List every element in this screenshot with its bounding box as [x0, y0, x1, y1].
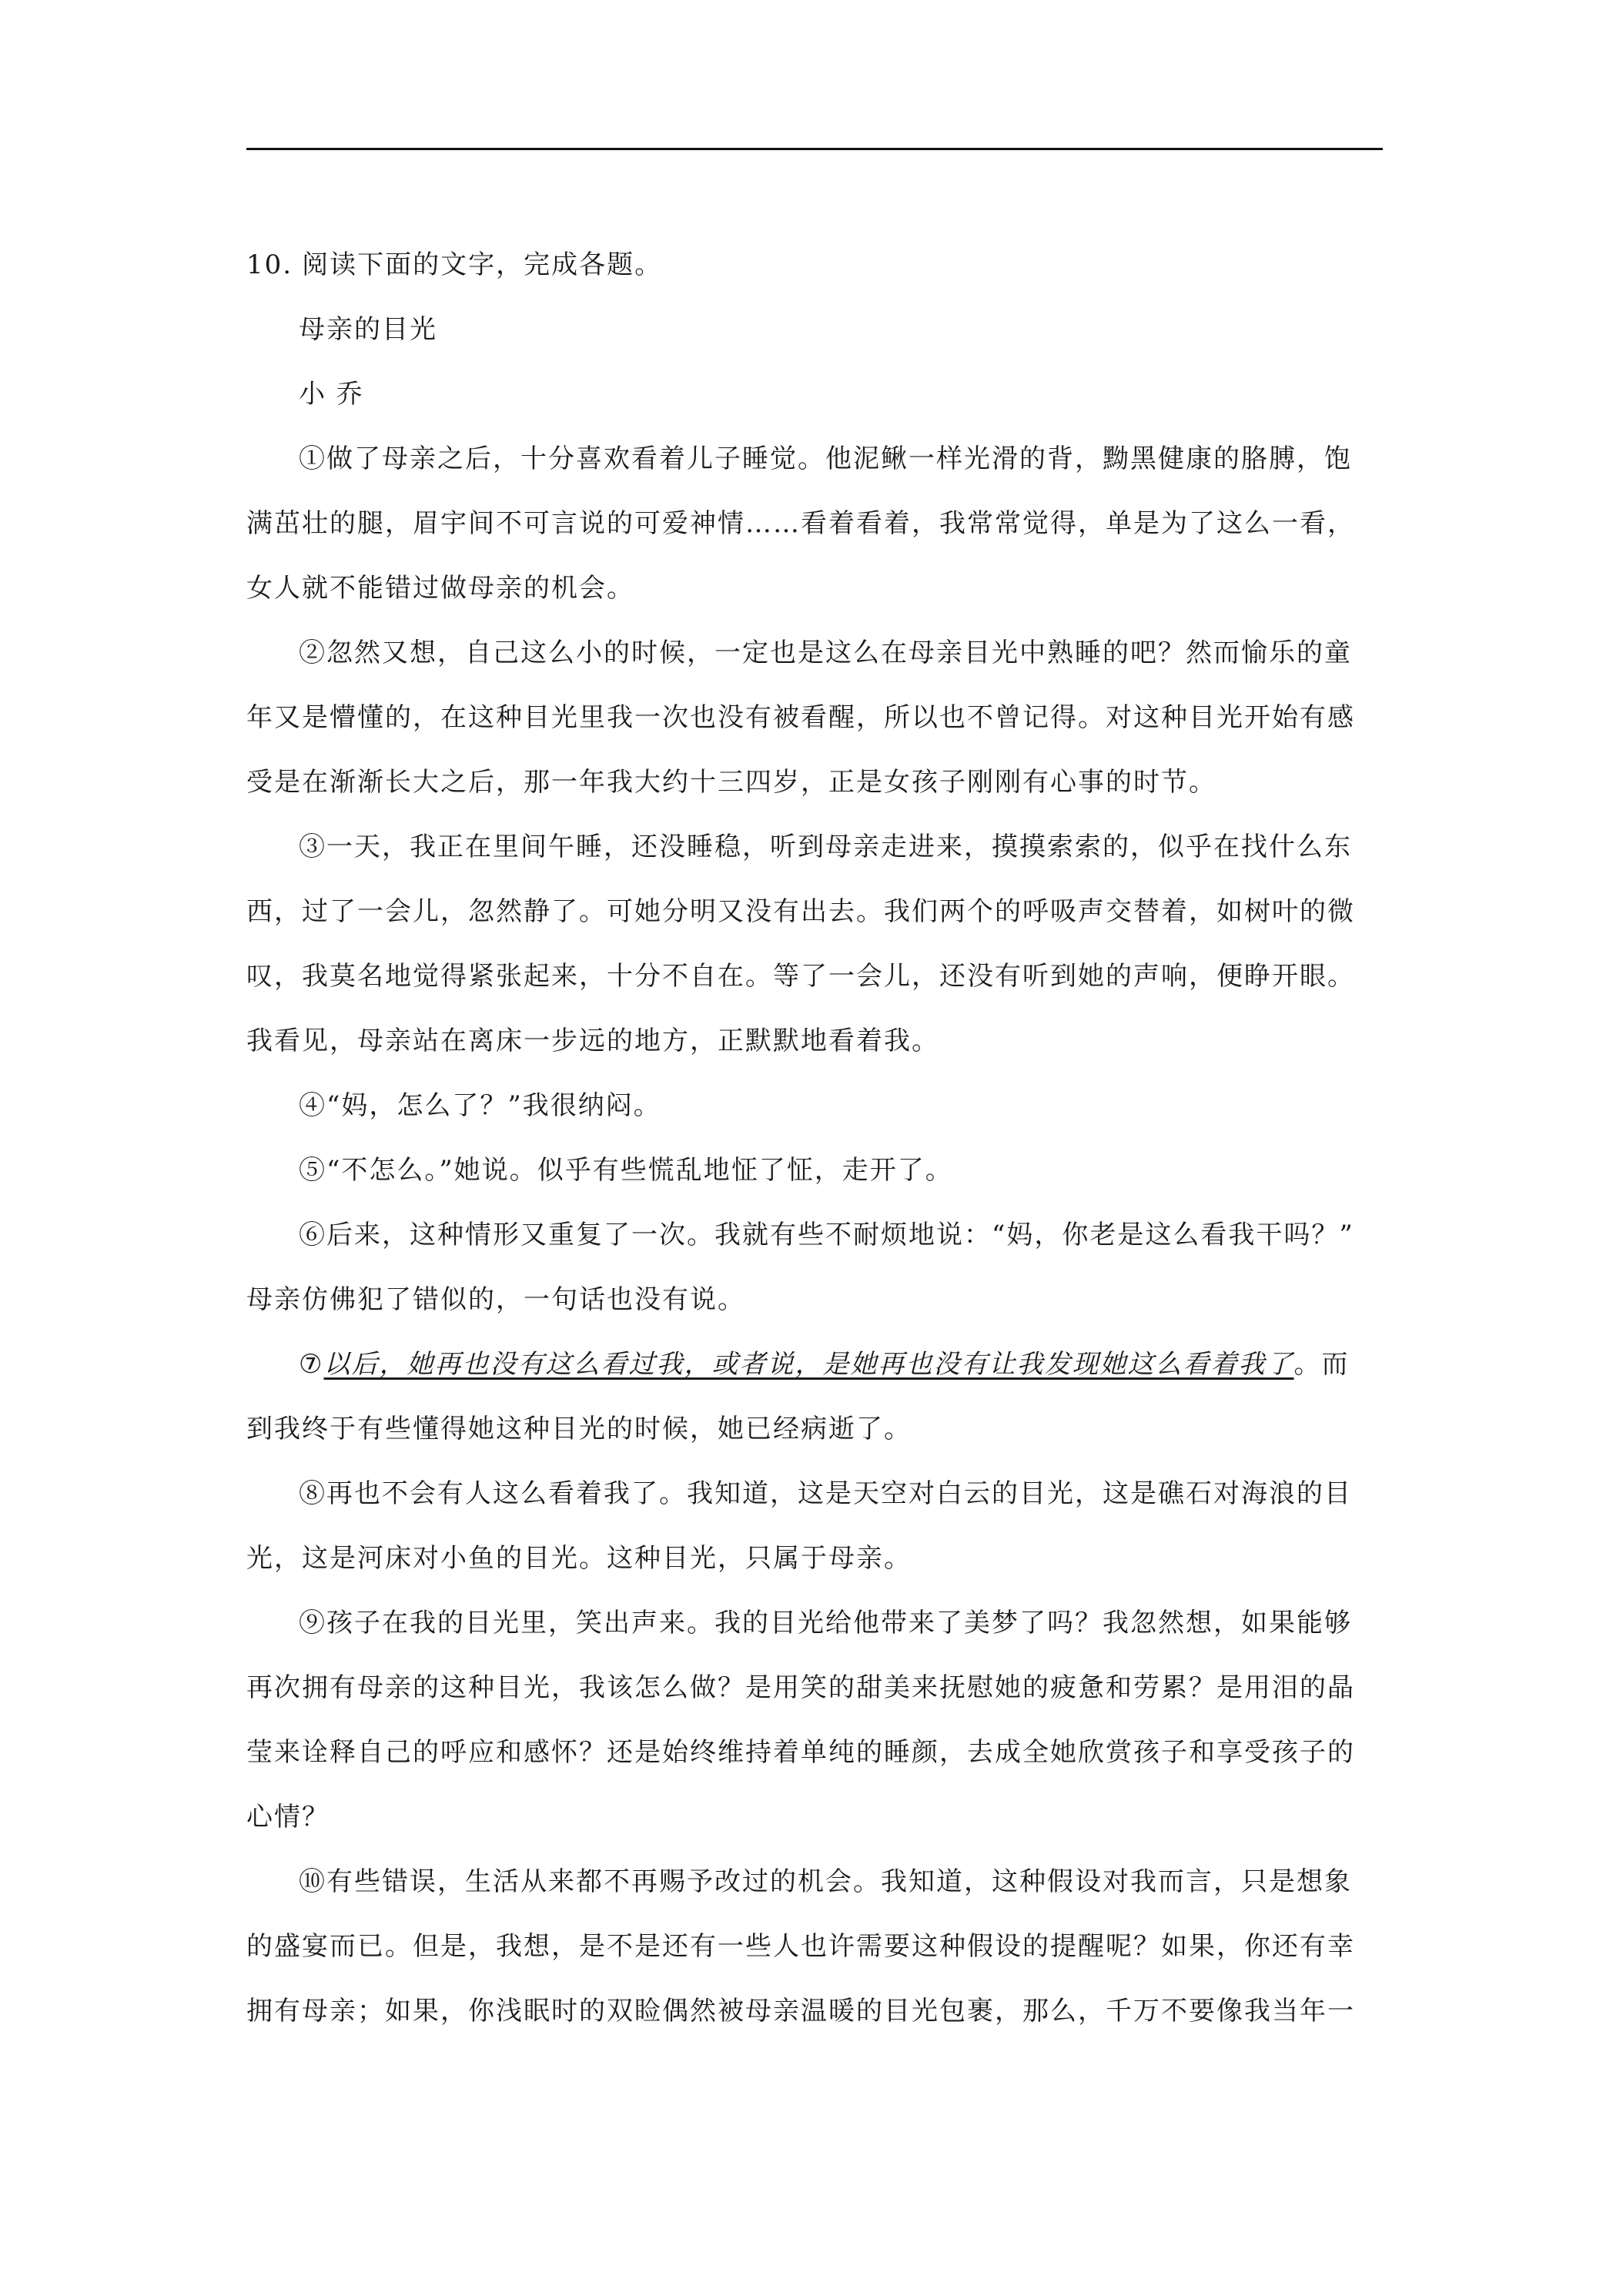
- paragraph-line: [246, 1332, 1383, 1397]
- paragraph-line: 光，这是河床对小鱼的目光。这种目光，只属于母亲。: [246, 1543, 912, 1574]
- paragraph-line: ⑨孩子在我的目光里，笑出声来。我的目光给他带来了美梦了吗？我忽然想，如果能够: [299, 1608, 1352, 1638]
- paragraph-line: 受是在渐渐长大之后，那一年我大约十三四岁，正是女孩子刚刚有心事的时节。: [246, 767, 1216, 798]
- paragraph-line: 年又是懵懂的，在这种目光里我一次也没有被看醒，所以也不曾记得。对这种目光开始有感: [246, 702, 1355, 733]
- paragraph-line: 再次拥有母亲的这种目光，我该怎么做？是用笑的甜美来抚慰她的疲惫和劳累？是用泪的晶: [246, 1672, 1355, 1703]
- paragraph-line: 叹，我莫名地觉得紧张起来，十分不自在。等了一会儿，还没有听到她的声响，便睁开眼。: [246, 961, 1355, 992]
- paragraph-line: ⑤“不怎么。”她说。似乎有些慌乱地怔了怔，走开了。: [299, 1155, 953, 1186]
- paragraph-line: 心情？: [246, 1802, 330, 1832]
- paragraph-line: ⑧再也不会有人这么看着我了。我知道，这是天空对白云的目光，这是礁石对海浪的目: [299, 1478, 1352, 1509]
- paragraph-line: 女人就不能错过做母亲的机会。: [246, 573, 634, 604]
- question-line: [246, 233, 1383, 297]
- paragraph-line: ⑩有些错误，生活从来都不再赐予改过的机会。我知道，这种假设对我而言，只是想象: [299, 1866, 1352, 1897]
- header-rule: [246, 148, 1383, 150]
- paragraph-line: 的盛宴而已。但是，我想，是不是还有一些人也许需要这种假设的提醒呢？如果，你还有幸: [246, 1931, 1355, 1962]
- paragraph-line: ④“妈，怎么了？”我很纳闷。: [299, 1090, 661, 1121]
- paragraph-line: 满茁壮的腿，眉宇间不可言说的可爱神情……看着看着，我常常觉得，单是为了这么一看，: [246, 508, 1355, 539]
- line-text: 。而: [1293, 1349, 1350, 1380]
- article-paragraphs: [246, 427, 1383, 2043]
- paragraph-line: 母亲仿佛犯了错似的，一句话也没有说。: [246, 1284, 745, 1315]
- paragraph-line: ⑥后来，这种情形又重复了一次。我就有些不耐烦地说：“妈，你老是这么看我干吗？”: [299, 1220, 1354, 1250]
- underlined-sentence: 以后，她再也没有这么看过我，或者说，是她再也没有让我发现她这么看着我了: [323, 1349, 1294, 1380]
- article-title: 母亲的目光: [299, 314, 437, 345]
- question-number: 10.: [246, 249, 293, 280]
- paragraph-line: ①做了母亲之后，十分喜欢看着儿子睡觉。他泥鳅一样光滑的背，黝黑健康的胳膊，饱: [299, 443, 1352, 474]
- paragraph-line: ③一天，我正在里间午睡，还没睡稳，听到母亲走进来，摸摸索索的，似乎在找什么东: [299, 832, 1352, 862]
- paragraph-line: ②忽然又想，自己这么小的时候，一定也是这么在母亲目光中熟睡的吧？然而愉乐的童: [299, 638, 1352, 668]
- question-prompt: 阅读下面的文字，完成各题。: [302, 249, 663, 280]
- paragraph-line: 莹来诠释自己的呼应和感怀？还是始终维持着单纯的睡颜，去成全她欣赏孩子和享受孩子的: [246, 1737, 1355, 1768]
- paragraph-number: ⑦: [299, 1349, 324, 1380]
- paragraph-line: 我看见，母亲站在离床一步远的地方，正默默地看着我。: [246, 1026, 939, 1056]
- document-body: [246, 233, 1383, 2043]
- paragraph-line: 到我终于有些懂得她这种目光的时候，她已经病逝了。: [246, 1414, 912, 1444]
- paragraph-line: 西，过了一会儿，忽然静了。可她分明又没有出去。我们两个的呼吸声交替着，如树叶的微: [246, 896, 1355, 927]
- article-author: 小 乔: [299, 379, 364, 410]
- paragraph-line: 拥有母亲；如果，你浅眠时的双睑偶然被母亲温暖的目光包裹，那么，千万不要像我当年一: [246, 1996, 1355, 2027]
